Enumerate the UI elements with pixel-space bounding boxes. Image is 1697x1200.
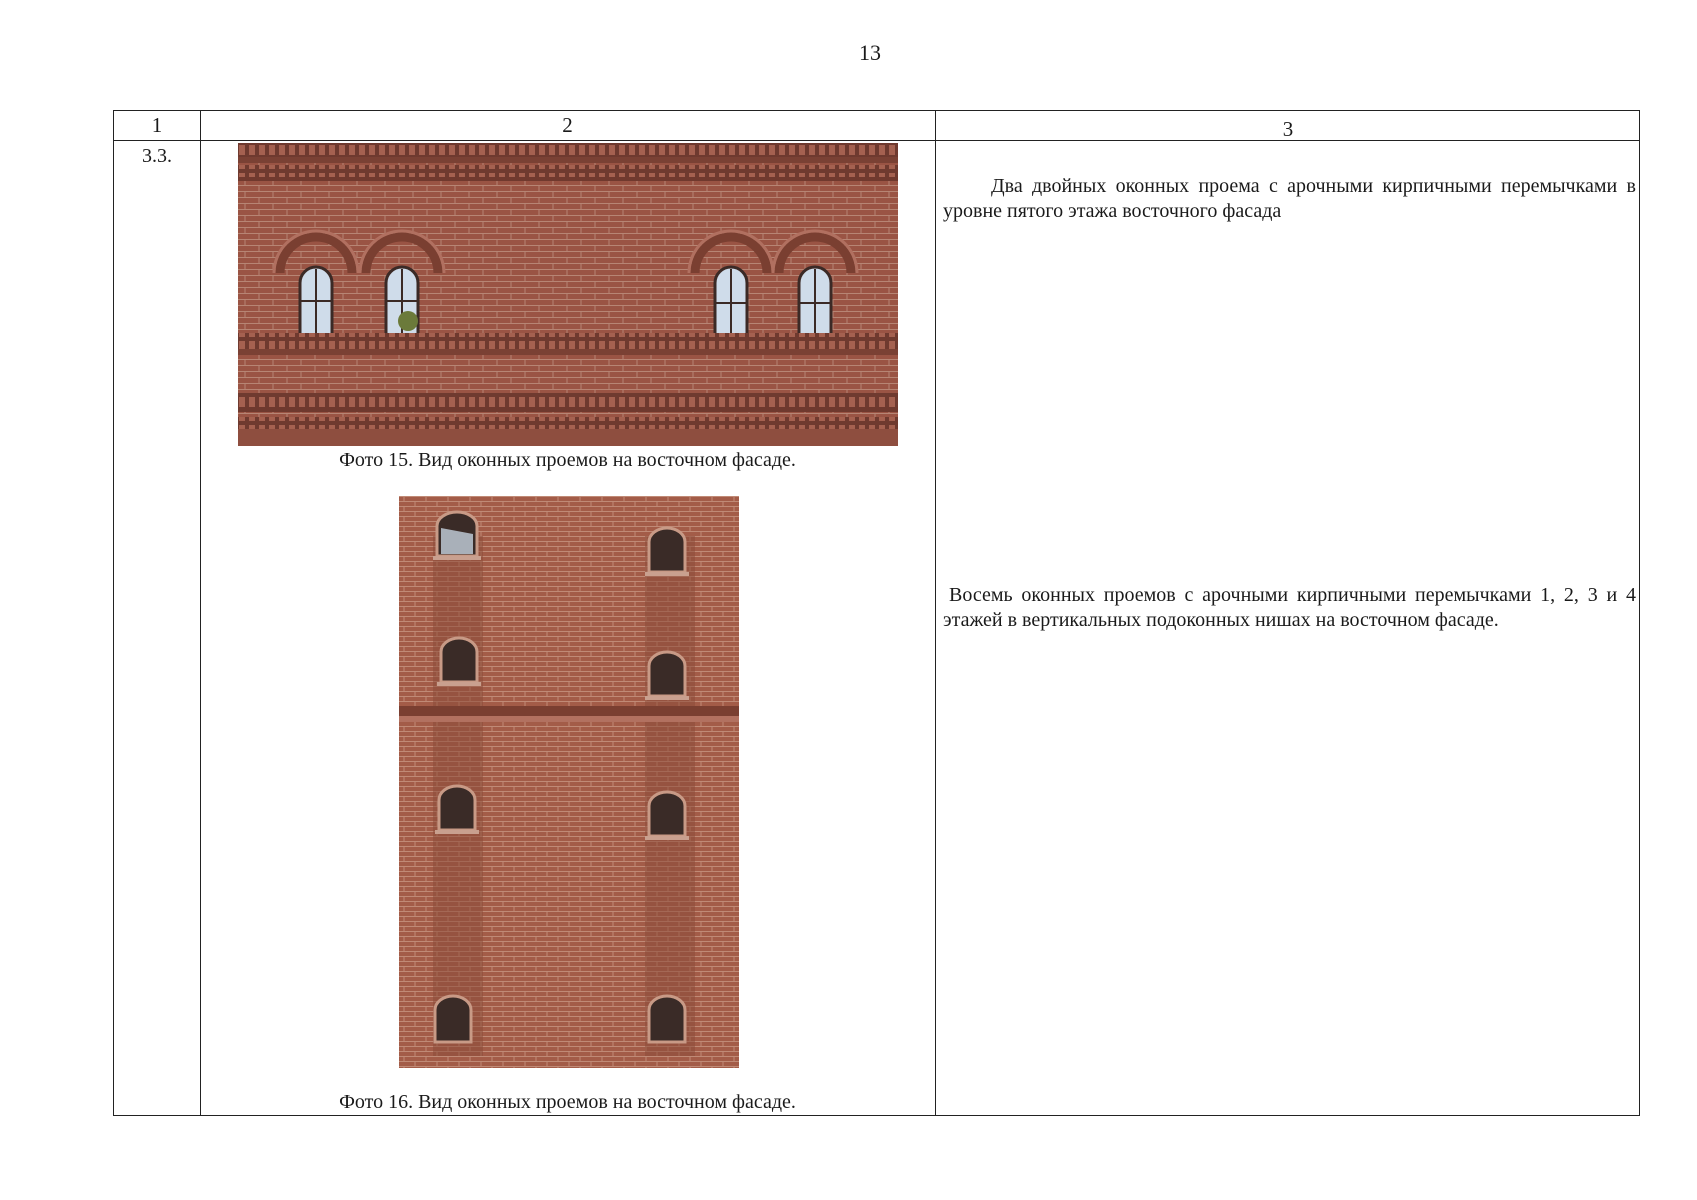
heritage-table: [113, 110, 1640, 1116]
column-divider: [200, 111, 201, 1115]
photo-caption: Фото 15. Вид оконных проемов на восточном фасаде.: [339, 449, 796, 471]
column-header-3: 3: [1282, 117, 1294, 141]
photo-east-facade-fifth-floor: [238, 143, 898, 446]
page-number: 13: [859, 40, 881, 65]
description-paragraph: Восемь оконных проемов с арочными кирпичными перемычками 1, 2, 3 и 4 этажей в вертикальных подоконных нишах на восточном фасаде.: [943, 584, 1636, 631]
photo-caption: Фото 16. Вид оконных проемов на восточном фасаде.: [339, 1091, 796, 1113]
description-paragraph: Два двойных оконных проема с арочными кирпичными перемычками в уровне пятого этажа восточного фасада: [943, 175, 1636, 222]
column-header-2: 2: [562, 113, 573, 137]
column-header-1: 1: [151, 113, 163, 137]
column-divider: [935, 111, 936, 1115]
photo-east-facade-vertical-niches: [399, 496, 739, 1068]
row-number: 3.3.: [142, 145, 172, 167]
